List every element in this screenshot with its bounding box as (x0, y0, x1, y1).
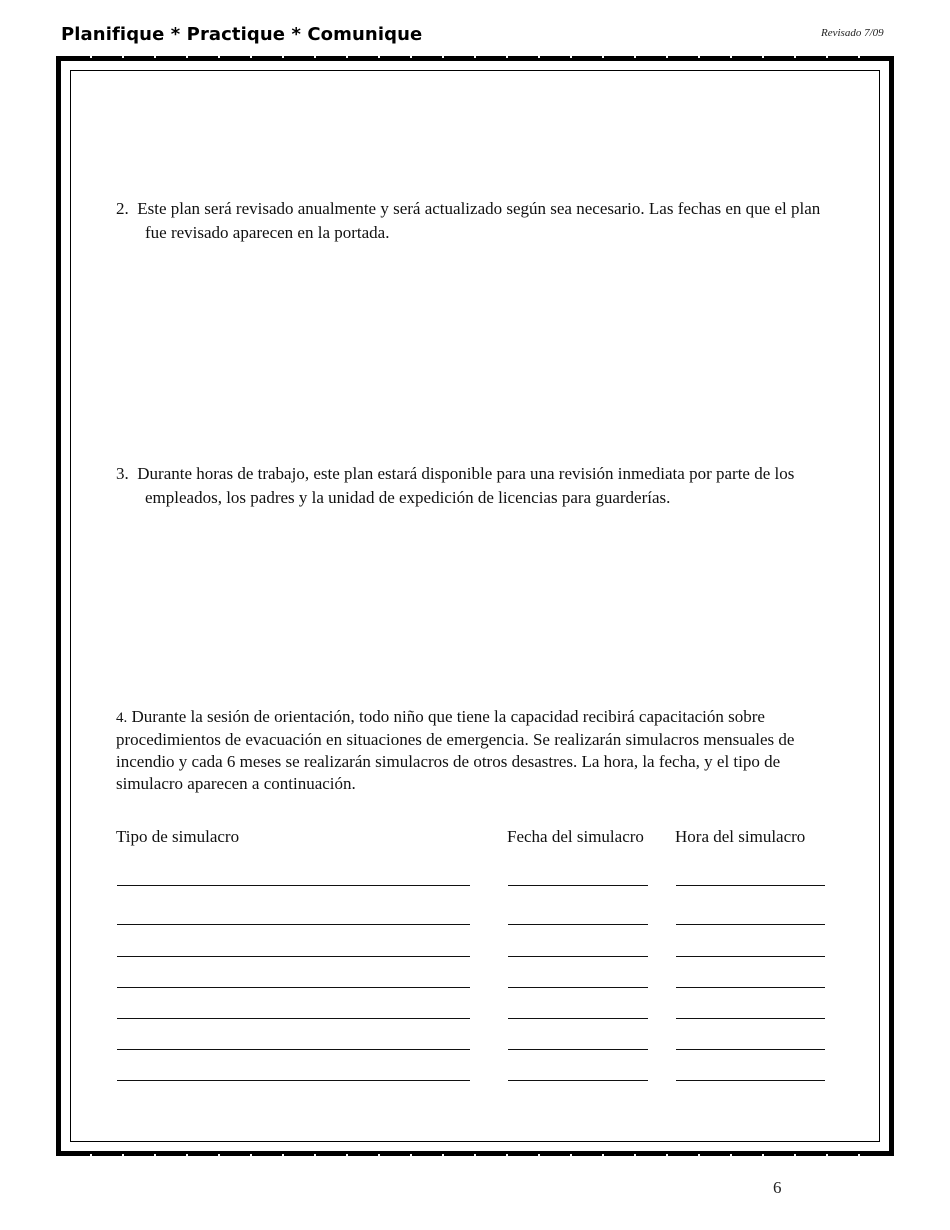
drill-date-blank (508, 1049, 648, 1050)
drill-date-blank (508, 924, 648, 925)
drill-type-blank (117, 1049, 470, 1050)
border-pattern-bottom (60, 1154, 890, 1156)
drill-date-blank (508, 987, 648, 988)
drill-type-blank (117, 924, 470, 925)
drill-type-blank (117, 1080, 470, 1081)
drill-type-blank (117, 1018, 470, 1019)
item-number: 4. (116, 710, 128, 726)
drill-time-blank (676, 1049, 825, 1050)
drill-type-blank (117, 956, 470, 957)
drill-time-blank (676, 1018, 825, 1019)
drill-date-blank (508, 885, 648, 886)
revision-note: Revisado 7/09 (821, 27, 884, 39)
drill-time-blank (676, 987, 825, 988)
header-drill-type: Tipo de simulacro (116, 827, 240, 846)
item-3 (116, 462, 840, 510)
item-text: Durante horas de trabajo, este plan estará disponible para una revisión inmediata por parte de los empleados, los padres y la unidad de expedición de licencias para guarderías. (137, 464, 795, 507)
header-title: Planifique * Practique * Comunique (61, 24, 423, 45)
drill-time-blank (676, 956, 825, 957)
header-drill-date: Fecha del simulacro (507, 827, 644, 846)
drill-date-blank (508, 956, 648, 957)
drill-time-blank (676, 924, 825, 925)
drill-time-blank (676, 885, 825, 886)
item-text: Este plan será revisado anualmente y será actualizado según sea necesario. Las fechas en que el plan fue revisado aparecen en la portada. (137, 199, 821, 242)
drill-type-blank (117, 987, 470, 988)
header-drill-time: Hora del simulacro (675, 827, 806, 846)
item-text: Durante la sesión de orientación, todo niño que tiene la capacidad recibirá capacitación sobre procedimientos de evacuación en situaciones de emergencia. Se realizarán simulacros mensuales de incendio y cada 6 meses se realizarán simulacros de otros desastres. La hora, la fecha, y el tipo de simulacro aparecen a continuación. (116, 707, 795, 793)
page-number: 6 (773, 1178, 782, 1197)
item-4 (116, 706, 840, 795)
drill-time-blank (676, 1080, 825, 1081)
drill-date-blank (508, 1080, 648, 1081)
item-number: 3. (116, 464, 129, 483)
drill-date-blank (508, 1018, 648, 1019)
drill-type-blank (117, 885, 470, 886)
border-pattern-top (60, 56, 890, 58)
item-number: 2. (116, 199, 129, 218)
item-2 (116, 197, 840, 245)
